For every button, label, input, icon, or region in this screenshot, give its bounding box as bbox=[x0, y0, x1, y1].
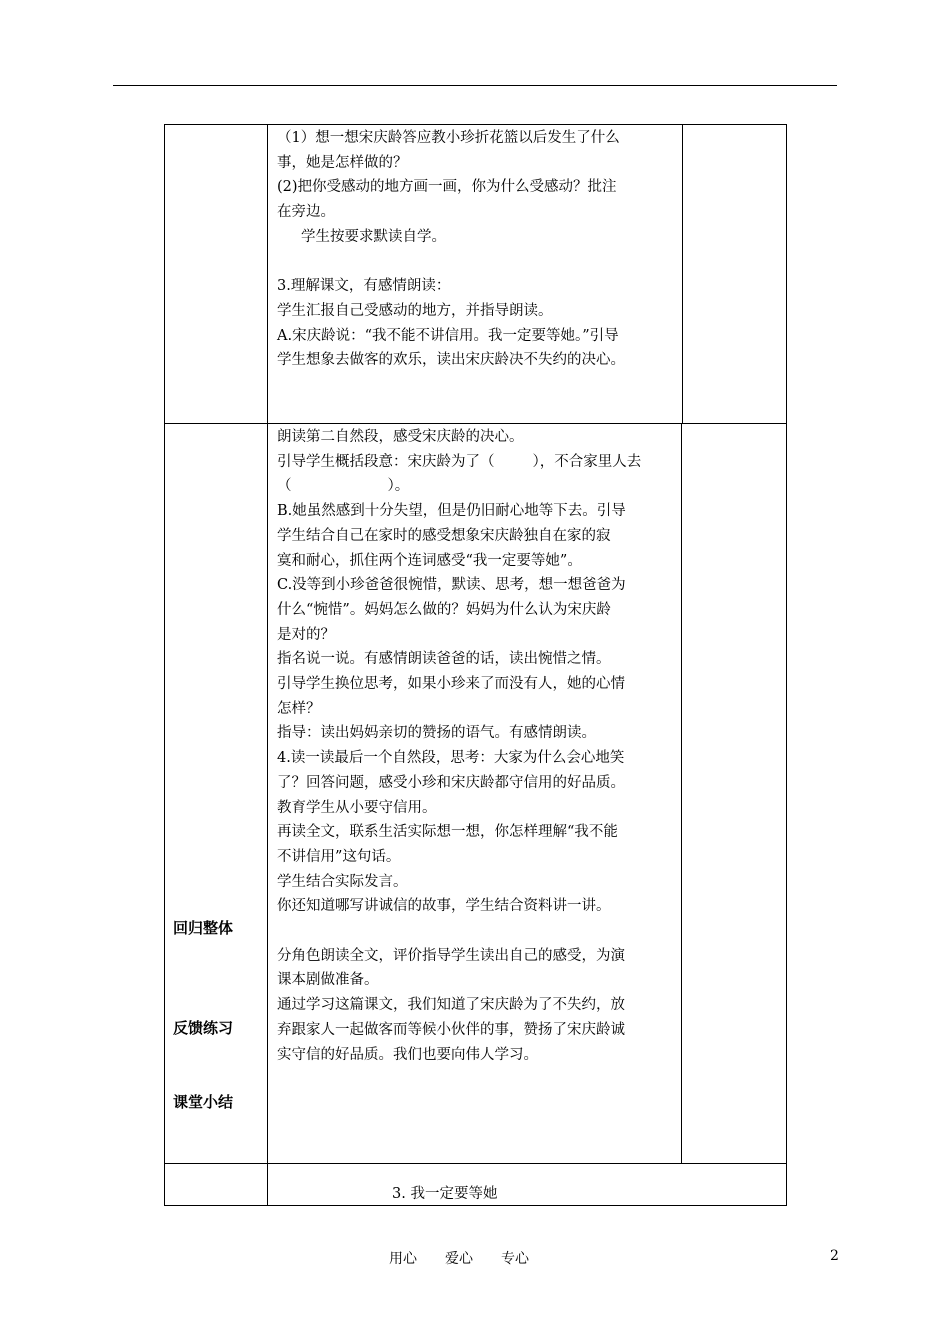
text-line bbox=[277, 919, 641, 944]
text-line: 你还知道哪写讲诚信的故事，学生结合资料讲一讲。 bbox=[277, 898, 611, 915]
text-line: 课本剧做准备。 bbox=[277, 972, 379, 989]
fill-blank-line bbox=[277, 450, 641, 475]
text-line: 寞和耐心，抓住两个连词感受“我一定要等她”。 bbox=[277, 552, 582, 569]
text-fragment: （ bbox=[277, 478, 292, 495]
text-line: C.没等到小珍爸爸很惋惜，默读、思考，想一想爸爸为 bbox=[277, 577, 626, 594]
footer-item: 爱心 bbox=[445, 1251, 473, 1267]
table-border-left bbox=[164, 124, 165, 1206]
text-line: 事，她是怎样做的？ bbox=[277, 154, 408, 171]
text-line: 再读全文，联系生活实际想一想，你怎样理解“我不能 bbox=[277, 824, 618, 841]
text-line: 了？回答问题，感受小珍和宋庆龄都守信用的好品质。 bbox=[277, 774, 625, 791]
table-border-right bbox=[786, 124, 787, 1206]
text-line: B.她虽然感到十分失望，但是仍旧耐心地等下去。引导 bbox=[277, 503, 626, 520]
fill-blank-line bbox=[277, 474, 641, 499]
text-line: 实守信的好品质。我们也要向伟人学习。 bbox=[277, 1046, 538, 1063]
label-return-whole: 回归整体 bbox=[173, 919, 234, 937]
text-line bbox=[277, 250, 625, 275]
text-line: 什么“惋惜”。妈妈怎么做的？妈妈为什么认为宋庆龄 bbox=[277, 601, 611, 618]
text-fragment: ），不合家里人去 bbox=[532, 453, 642, 470]
text-line: (2)把你受感动的地方画一画，你为什么受感动？批注 bbox=[277, 179, 617, 196]
text-line: 在旁边。 bbox=[277, 204, 335, 221]
row-divider-2 bbox=[164, 1163, 787, 1164]
text-line: A.宋庆龄说：“我不能不讲信用。我一定要等她。”引导 bbox=[277, 327, 619, 344]
footer-item: 专心 bbox=[501, 1251, 529, 1267]
lesson-title: 3. 我一定要等她 bbox=[392, 1186, 498, 1202]
text-line: 不讲信用”这句话。 bbox=[277, 848, 401, 865]
text-line: 引导学生换位思考，如果小珍来了而没有人，她的心情 bbox=[277, 676, 625, 693]
table-border-top bbox=[164, 124, 787, 125]
text-line: 学生按要求默读自学。 bbox=[301, 228, 446, 245]
text-line: 教育学生从小要守信用。 bbox=[277, 799, 437, 816]
text-block-1 bbox=[277, 126, 625, 373]
text-line: 怎样？ bbox=[277, 700, 321, 717]
text-line: 指名说一说。有感情朗读爸爸的话，读出惋惜之情。 bbox=[277, 651, 611, 668]
text-fragment: 引导学生概括段意：宋庆龄为了（ bbox=[277, 453, 495, 470]
text-line: 通过学习这篇课文，我们知道了宋庆龄为了不失约，放 bbox=[277, 997, 625, 1014]
text-line: 分角色朗读全文，评价指导学生读出自己的感受，为演 bbox=[277, 947, 625, 964]
text-line: 弃跟家人一起做客而等候小伙伴的事，赞扬了宋庆龄诚 bbox=[277, 1021, 625, 1038]
text-line: 朗读第二自然段，感受宋庆龄的决心。 bbox=[277, 429, 524, 445]
page-number: 2 bbox=[830, 1248, 839, 1264]
col-divider-2-row2 bbox=[681, 423, 682, 1163]
text-line: 4.读一读最后一个自然段，思考：大家为什么会心地笑 bbox=[277, 750, 625, 767]
text-fragment: ）。 bbox=[387, 478, 410, 495]
text-line: 是对的？ bbox=[277, 626, 335, 643]
label-summary: 课堂小结 bbox=[173, 1093, 234, 1111]
label-feedback: 反馈练习 bbox=[173, 1019, 234, 1037]
text-line: 学生结合自己在家时的感受想象宋庆龄独自在家的寂 bbox=[277, 527, 611, 544]
text-line: 学生想象去做客的欢乐，读出宋庆龄决不失约的决心。 bbox=[277, 352, 625, 369]
col-divider-1 bbox=[267, 124, 268, 1206]
text-line: 3.理解课文，有感情朗读： bbox=[277, 278, 451, 295]
text-block-2 bbox=[277, 425, 641, 1067]
row-divider-1 bbox=[164, 423, 787, 424]
text-line: （1）想一想宋庆龄答应教小珍折花篮以后发生了什么 bbox=[277, 130, 620, 146]
text-line: 学生汇报自己受感动的地方，并指导朗读。 bbox=[277, 302, 553, 319]
text-line: 学生结合实际发言。 bbox=[277, 873, 408, 890]
header-rule bbox=[113, 85, 837, 86]
col-divider-2-row1 bbox=[682, 124, 683, 423]
table-border-bottom bbox=[164, 1205, 787, 1206]
text-line: 指导：读出妈妈亲切的赞扬的语气。有感情朗读。 bbox=[277, 725, 596, 742]
footer bbox=[389, 1248, 557, 1268]
footer-item: 用心 bbox=[389, 1251, 417, 1267]
